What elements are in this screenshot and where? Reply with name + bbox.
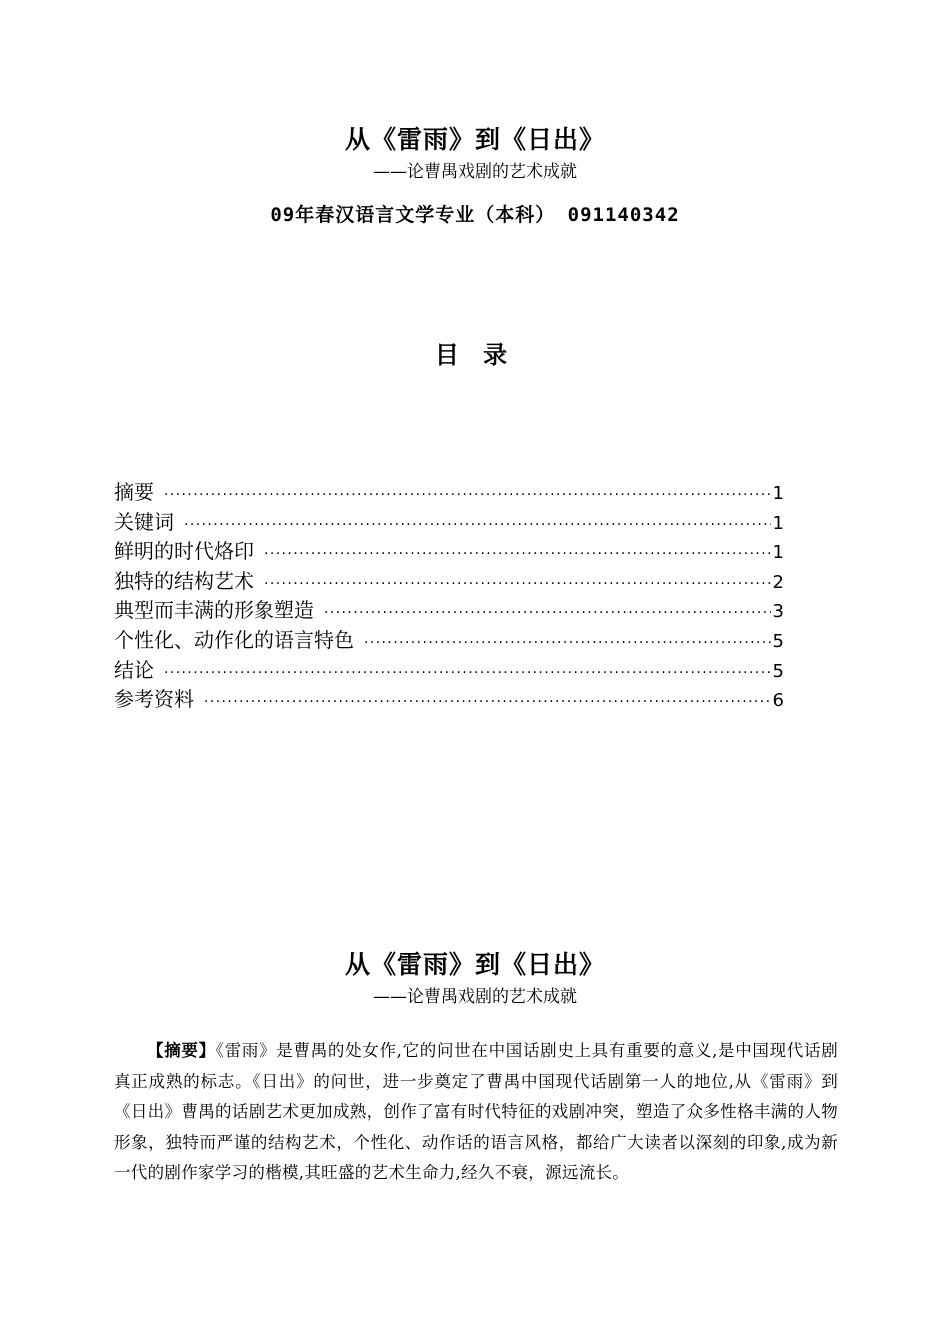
- toc-leader-dots: [204, 688, 771, 718]
- toc-item-era[interactable]: [114, 537, 784, 567]
- toc-item-label: 摘要: [114, 480, 154, 504]
- toc-item-page: 1: [772, 512, 784, 534]
- toc-item-page: 1: [772, 483, 784, 504]
- toc-item-label: 结论: [114, 657, 154, 682]
- article-subtitle: ——论曹禺戏剧的艺术成就: [373, 987, 577, 1007]
- toc-leader-dots: [324, 599, 771, 629]
- toc-item-label: 个性化、动作化的语言特色: [114, 627, 354, 652]
- abstract-text: 《雷雨》是曹禺的处女作,它的问世在中国话剧史上具有重要的意义,是中国现代话剧真正成熟的标志。《日出》的问世，进一步奠定了曹禺中国现代话剧第一人的地位,从《雷雨》到《日出》曹禺的话剧艺术更加成熟，创作了富有时代特征的戏剧冲突，塑造了众多性格丰满的人物形象，独特而严谨的结构艺术，个性化、动作话的语言风格，都给广大读者以深刻的印象,成为新一代的剧作家学习的楷模,其旺盛的艺术生命力,经久不衰，源远流长。: [114, 1041, 839, 1182]
- toc-item-label: 鲜明的时代烙印: [114, 539, 254, 564]
- toc-leader-dots: [264, 540, 771, 570]
- toc-item-keywords[interactable]: [114, 508, 784, 538]
- abstract-label: 【摘要】: [147, 1041, 216, 1060]
- toc-item-structure[interactable]: [114, 567, 784, 597]
- cover-subtitle: ——论曹禺戏剧的艺术成就: [373, 162, 577, 182]
- toc-item-page: 1: [772, 542, 784, 564]
- toc-item-page: 6: [772, 690, 784, 712]
- table-of-contents: [114, 478, 784, 715]
- toc-item-references[interactable]: [114, 685, 784, 715]
- toc-item-label: 关键词: [114, 509, 174, 534]
- toc-item-label: 独特的结构艺术: [114, 568, 254, 593]
- toc-item-page: 3: [772, 601, 784, 623]
- toc-leader-dots: [264, 570, 771, 600]
- toc-leader-dots: [164, 659, 771, 689]
- toc-leader-dots: [184, 511, 771, 541]
- toc-leader-dots: [164, 481, 771, 511]
- cover-title: 从《雷雨》到《日出》: [344, 125, 605, 154]
- toc-item-conclusion[interactable]: [114, 656, 784, 686]
- toc-leader-dots: [364, 629, 771, 659]
- toc-item-page: 5: [772, 660, 784, 682]
- toc-item-page: 2: [772, 571, 784, 593]
- toc-heading: 目 录: [434, 341, 516, 369]
- toc-item-characters[interactable]: [114, 596, 784, 626]
- toc-item-label: 参考资料: [114, 687, 194, 712]
- article-title: 从《雷雨》到《日出》: [344, 950, 605, 979]
- abstract-paragraph: [114, 1036, 838, 1189]
- toc-item-page: 5: [772, 630, 784, 652]
- author-line: 09年春汉语言文学专业（本科） 091140342: [270, 204, 680, 226]
- toc-item-language[interactable]: [114, 626, 784, 656]
- toc-item-label: 典型而丰满的形象塑造: [114, 598, 314, 623]
- toc-item-abstract[interactable]: [114, 478, 784, 508]
